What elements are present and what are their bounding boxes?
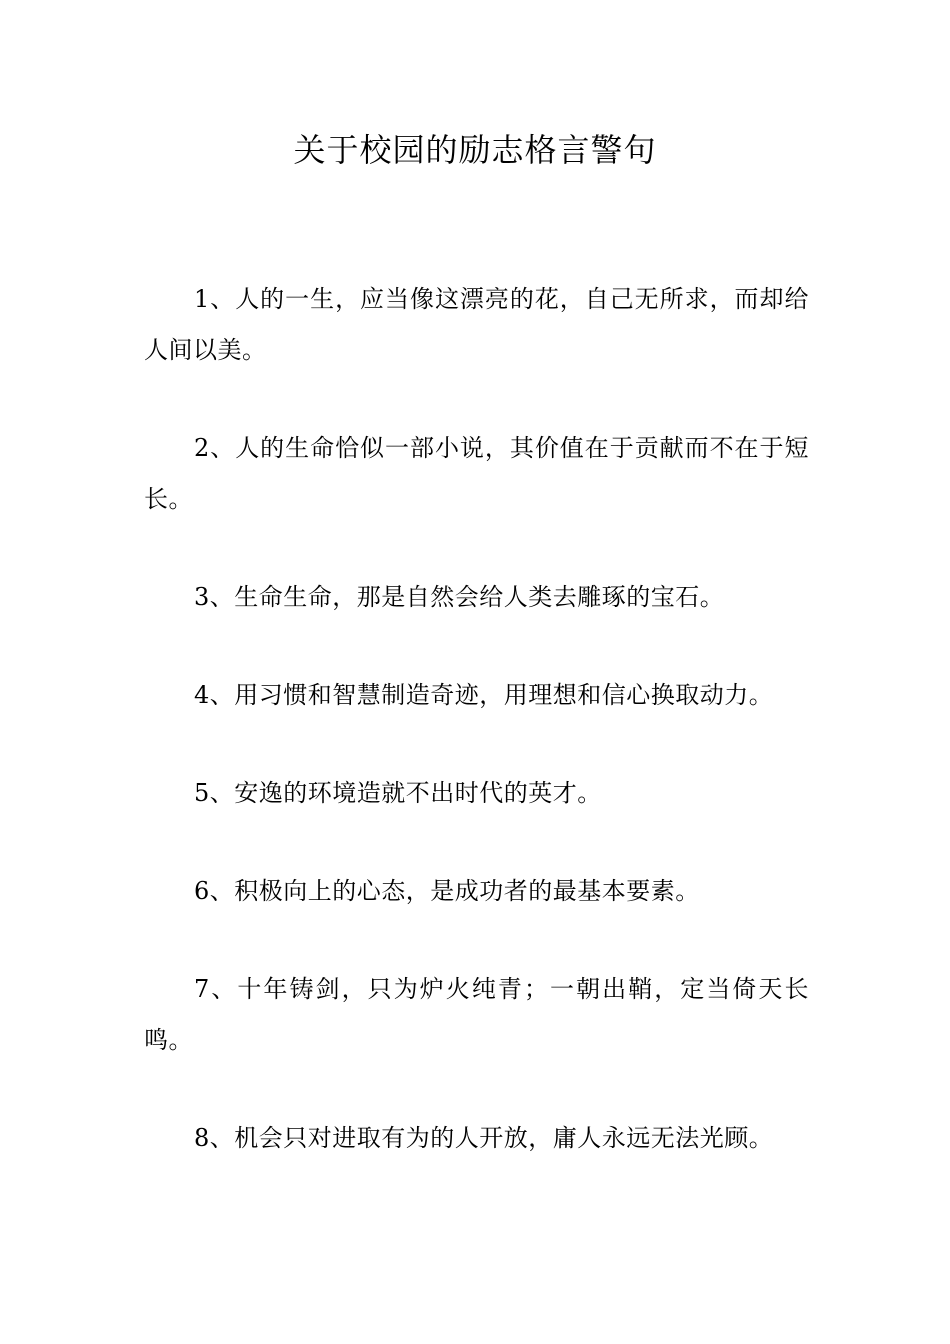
quote-item: 4、用习惯和智慧制造奇迹，用理想和信心换取动力。 [194, 681, 774, 709]
quote-item: 2、人的生命恰似一部小说，其价值在于贡献而不在于短长。 [144, 434, 809, 513]
quote-item: 5、安逸的环境造就不出时代的英才。 [194, 779, 602, 807]
quote-item: 6、积极向上的心态，是成功者的最基本要素。 [194, 877, 700, 905]
quote-list [144, 274, 809, 1211]
quote-item: 3、生命生命，那是自然会给人类去雕琢的宝石。 [194, 583, 725, 611]
document-title: 关于校园的励志格言警句 [293, 131, 657, 169]
quote-item: 8、机会只对进取有为的人开放，庸人永远无法光顾。 [194, 1124, 774, 1152]
quote-item: 1、人的一生，应当像这漂亮的花，自己无所求，而却给人间以美。 [144, 285, 809, 364]
quote-item: 7、十年铸剑，只为炉火纯青；一朝出鞘，定当倚天长鸣。 [144, 975, 809, 1054]
